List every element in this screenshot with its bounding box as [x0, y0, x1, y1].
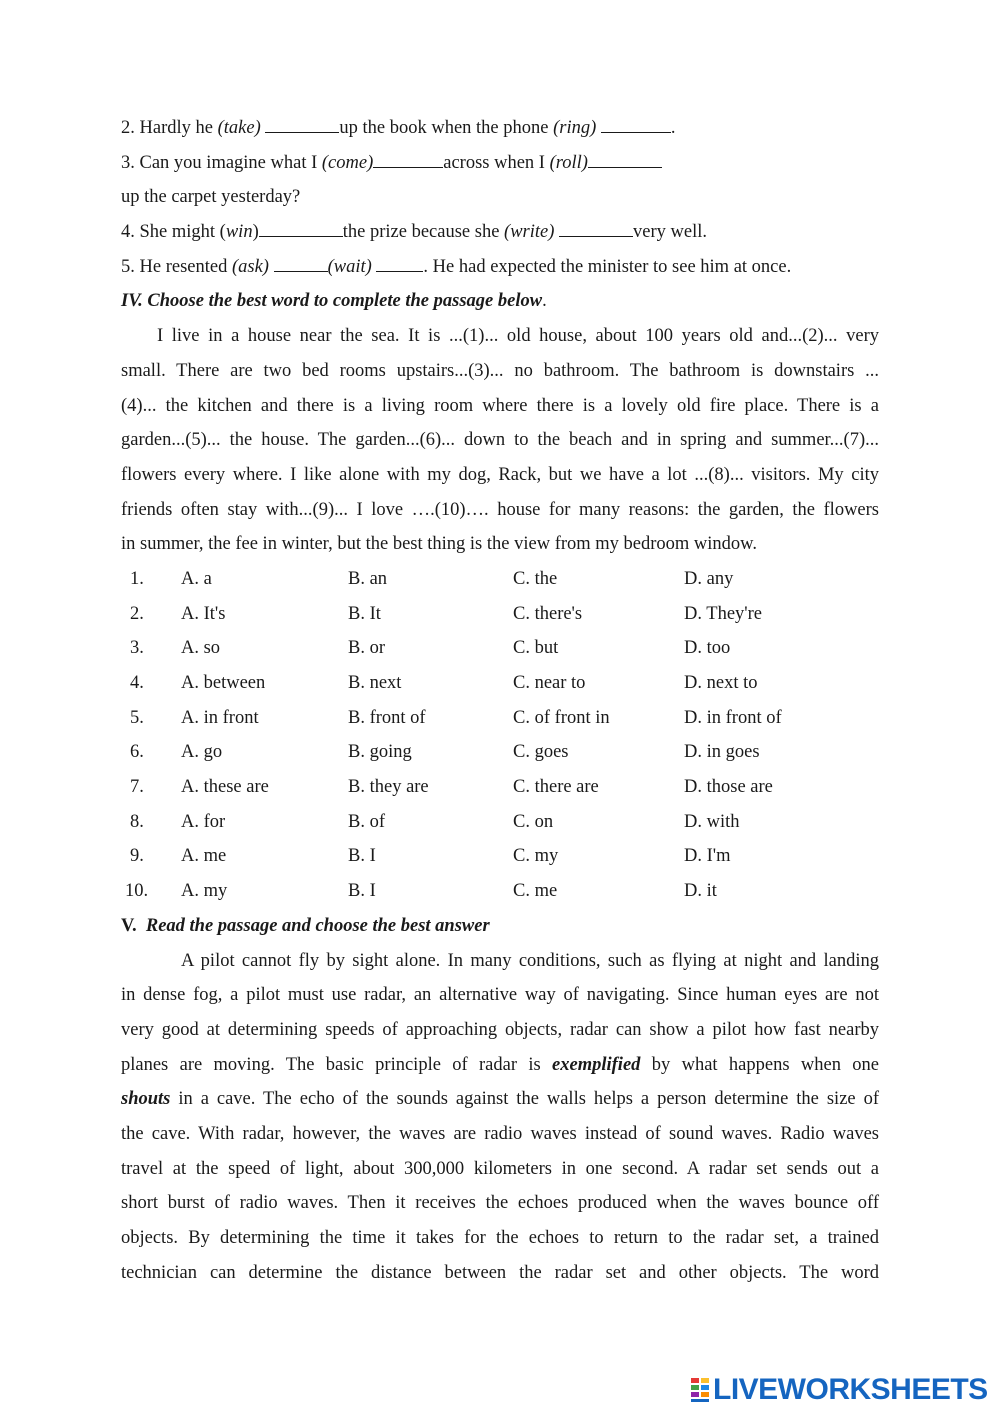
liveworksheets-logo-icon [690, 1377, 710, 1403]
q5-verb-ask: (ask) [231, 256, 269, 277]
q5-text: 5. He resented [121, 256, 232, 277]
liveworksheets-logo[interactable] [690, 1372, 988, 1408]
option-c[interactable]: C. the [513, 568, 558, 589]
q5-verb-wait: (wait) [327, 256, 372, 277]
q2-blank-2[interactable] [601, 116, 671, 133]
q4-blank-1[interactable] [259, 220, 343, 237]
q3-verb-roll: (roll) [549, 152, 588, 173]
option-d[interactable]: D. any [684, 568, 734, 589]
option-d[interactable]: D. those are [684, 777, 773, 798]
section-v-heading-text: Read the passage and choose the best answer [145, 915, 490, 936]
option-row-3 [121, 631, 879, 666]
option-a[interactable]: A. a [181, 568, 212, 589]
option-number: 4. [130, 673, 144, 693]
option-number: 3. [130, 638, 144, 659]
option-row-1 [121, 562, 879, 597]
options-table [121, 562, 879, 909]
passage-iv-line: small. There are two bed rooms upstairs...(3)... no bathroom. The bathroom is downstairs ... [121, 360, 879, 381]
q2-verb-ring: (ring) [553, 118, 597, 138]
q5-blank-2[interactable] [376, 255, 423, 272]
section-v-number: V. [121, 915, 137, 936]
option-b[interactable]: B. they are [348, 777, 429, 798]
option-c[interactable]: C. my [513, 846, 559, 867]
question-2 [121, 111, 879, 146]
option-c[interactable]: C. on [513, 811, 554, 832]
q2-verb-take: (take) [217, 118, 261, 138]
q4-text-2: the prize because she [342, 222, 505, 243]
option-a[interactable]: A. these are [181, 777, 269, 798]
option-c[interactable]: C. there's [513, 603, 583, 624]
passage-iv-line: I live in a house near the sea. It is ...(1)... old house, about 100 years old and...(2)... very [157, 326, 879, 347]
passage-v-line: very good at determining speeds of approaching objects, radar can show a pilot how fast nearby [121, 1019, 879, 1040]
option-b[interactable]: B. I [348, 881, 376, 902]
option-a[interactable]: A. for [181, 811, 226, 832]
option-d[interactable]: D. too [684, 638, 731, 659]
passage-iv-line: flowers every where. I like alone with my dog, Rack, but we have a lot ...(8)... visitors. My city [121, 464, 879, 485]
q4-verb-win: win [225, 222, 253, 243]
option-number: 6. [130, 742, 144, 763]
passage-v-line: A pilot cannot fly by sight alone. In many conditions, such as flying at night and landing [181, 950, 879, 971]
option-a[interactable]: A. so [181, 638, 221, 659]
q2-period: . [670, 118, 676, 138]
option-number: 10. [125, 881, 149, 902]
option-b[interactable]: B. It [348, 603, 381, 624]
option-number: 7. [130, 777, 144, 798]
option-row-10 [121, 874, 879, 909]
option-c[interactable]: C. but [513, 638, 559, 659]
section-v-heading [121, 909, 879, 944]
option-row-4 [121, 666, 879, 701]
option-a[interactable]: A. me [181, 846, 227, 867]
option-a[interactable]: A. It's [181, 603, 226, 624]
q4-blank-2[interactable] [559, 220, 633, 237]
question-3-cont [121, 180, 879, 215]
option-number: 1. [130, 568, 144, 589]
q3-text-2: across when I [443, 152, 550, 173]
question-4 [121, 215, 879, 250]
option-d[interactable]: D. in front of [684, 707, 782, 728]
q4-text-3: very well. [633, 222, 707, 243]
option-number: 8. [130, 811, 144, 832]
option-a[interactable]: A. my [181, 881, 228, 902]
option-row-9 [121, 839, 879, 874]
q3-text-3: up the carpet yesterday? [121, 187, 301, 208]
passage-v-line: the cave. With radar, however, the waves are radio waves instead of sound waves. Radio waves [121, 1123, 879, 1144]
option-row-5 [121, 701, 879, 736]
option-d[interactable]: D. next to [684, 673, 758, 693]
option-b[interactable]: B. I [348, 846, 376, 867]
q3-verb-come: (come) [321, 152, 374, 173]
option-c[interactable]: C. me [513, 881, 558, 902]
option-d[interactable]: D. with [684, 811, 740, 832]
question-3 [121, 146, 879, 181]
passage-v-line [121, 1048, 879, 1083]
q4-paren: ) [252, 222, 259, 243]
keyword-shouts: shouts [121, 1089, 171, 1110]
passage-v-text: by what happens when one [640, 1054, 879, 1075]
q4-verb-write: (write) [504, 222, 555, 243]
q2-text: 2. Hardly he [121, 118, 218, 138]
passage-iv-line: in summer, the fee in winter, but the best thing is the view from my bedroom window. [121, 534, 757, 555]
passage-v-line [121, 1082, 879, 1117]
option-a[interactable]: A. go [181, 742, 223, 763]
option-number: 2. [130, 603, 144, 624]
option-row-2 [121, 597, 879, 632]
option-d[interactable]: D. I'm [684, 846, 731, 867]
passage-iv-line: garden...(5)... the house. The garden...(6)... down to the beach and in spring and summer...(7)... [121, 430, 879, 451]
keyword-exemplified: exemplified [552, 1054, 641, 1075]
option-d[interactable]: D. They're [684, 603, 762, 624]
passage-v-line: in dense fog, a pilot must use radar, an alternative way of navigating. Since human eyes are not [121, 985, 879, 1006]
passage-v-line: travel at the speed of light, about 300,000 kilometers in one second. A radar set sends out a [121, 1158, 879, 1179]
q3-blank-2[interactable] [588, 151, 662, 168]
passage-v-text: planes are moving. The basic principle of radar is [121, 1054, 553, 1075]
passage-v-line: objects. By determining the time it takes for the echoes to return to the radar set, a trained [121, 1228, 879, 1248]
option-a[interactable]: A. in front [181, 707, 259, 728]
option-c[interactable]: C. near to [513, 673, 586, 693]
question-5 [121, 250, 879, 285]
section-iv-heading: IV. Choose the best word to complete the passage below. [121, 291, 547, 312]
option-number: 9. [130, 846, 144, 867]
option-number: 5. [130, 707, 144, 728]
option-d[interactable]: D. it [684, 881, 717, 902]
q5-text-2: . He had expected the minister to see him at once. [423, 256, 792, 277]
option-row-6 [121, 735, 879, 770]
option-a[interactable]: A. between [181, 673, 266, 693]
option-b[interactable]: B. an [348, 568, 388, 589]
option-row-8 [121, 805, 879, 840]
option-b[interactable]: B. going [348, 742, 412, 763]
worksheet-page [121, 111, 879, 1290]
logo-text: LIVEWORKSHEETS [713, 1373, 988, 1406]
option-c[interactable]: C. of front in [513, 707, 610, 728]
option-b[interactable]: B. front of [348, 707, 426, 728]
passage-v-text: in a cave. The echo of the sounds against the walls helps a person determine the size of [170, 1089, 879, 1110]
option-c[interactable]: C. there are [513, 777, 599, 798]
q3-text: 3. Can you imagine what I [121, 152, 322, 173]
option-row-7 [121, 770, 879, 805]
q4-text: 4. She might ( [121, 222, 226, 243]
passage-iv-line: (4)... the kitchen and there is a living room where there is a lovely old fire place. There is a [121, 395, 879, 416]
passage-v-line: technician can determine the distance between the radar set and other objects. The word [121, 1262, 879, 1283]
passage-v-line: short burst of radio waves. Then it receives the echoes produced when the waves bounce off [121, 1193, 879, 1214]
option-b[interactable]: B. or [348, 638, 385, 659]
q5-blank-1[interactable] [274, 255, 328, 272]
q2-blank-1[interactable] [265, 116, 339, 133]
option-b[interactable]: B. next [348, 673, 402, 693]
q3-blank-1[interactable] [373, 151, 443, 168]
section-iv-heading-text: IV. Choose the best word to complete the passage below [121, 291, 543, 312]
option-b[interactable]: B. of [348, 811, 385, 832]
option-c[interactable]: C. goes [513, 742, 569, 763]
q2-text-2: up the book when the phone [339, 118, 554, 138]
option-d[interactable]: D. in goes [684, 742, 760, 763]
passage-iv-line: friends often stay with...(9)... I love ….(10)…. house for many reasons: the garden, the flowers [121, 499, 879, 520]
